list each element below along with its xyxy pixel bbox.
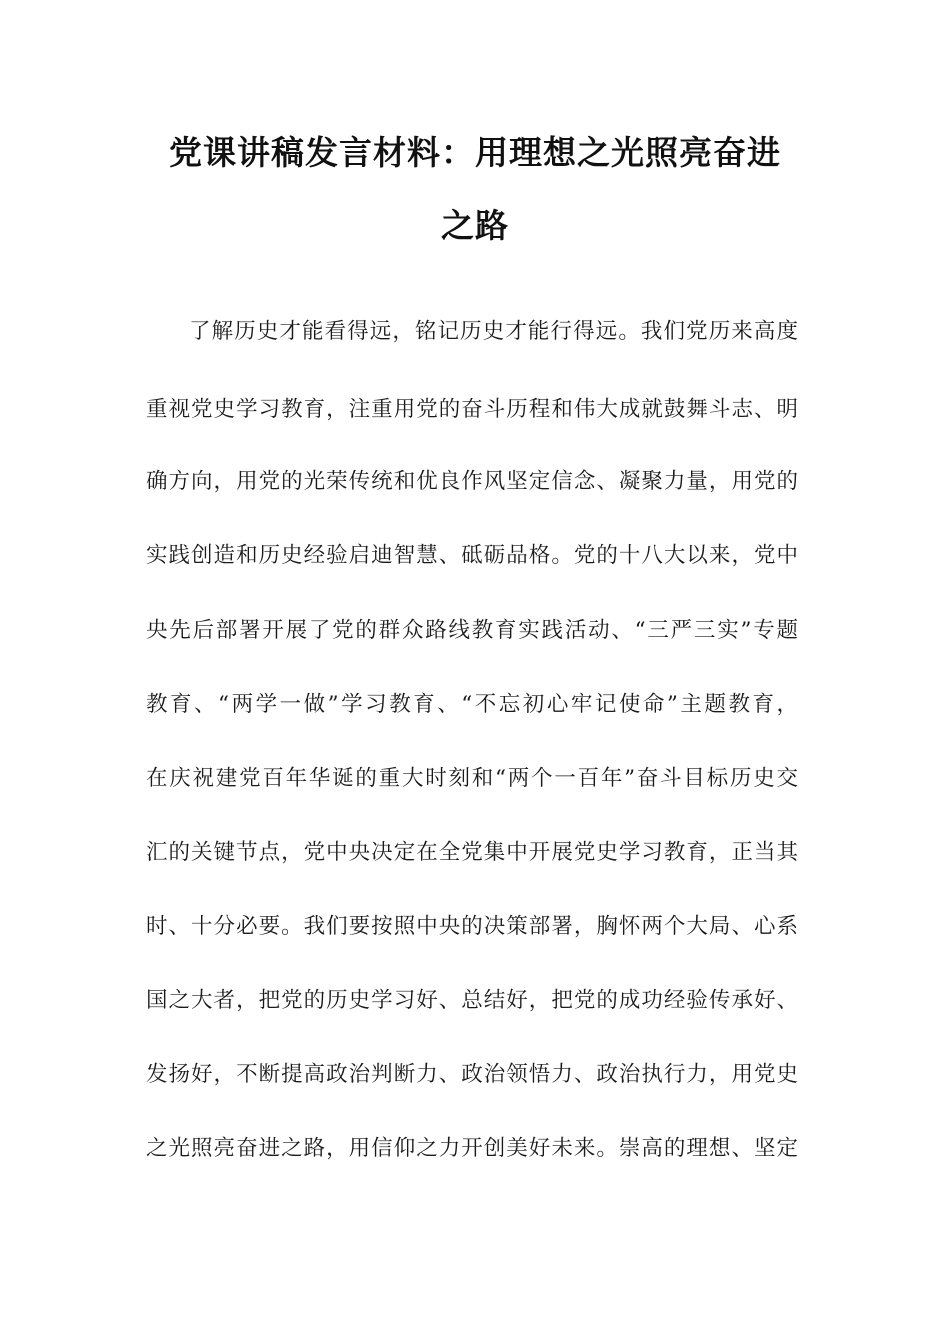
paragraph-line: 重视党史学习教育，注重用党的奋斗历程和伟大成就鼓舞斗志、明 xyxy=(146,397,798,422)
paragraph-line: 发扬好，不断提高政治判断力、政治领悟力、政治执行力，用党史 xyxy=(146,1062,798,1087)
paragraph-line: 了解历史才能看得远，铭记历史才能行得远。我们党历来高度 xyxy=(189,319,798,344)
paragraph-line: 时、十分必要。我们要按照中央的决策部署，胸怀两个大局、心系 xyxy=(146,914,798,939)
document-title-line-2: 之路 xyxy=(441,206,509,245)
document-title-line-1: 党课讲稿发言材料：用理想之光照亮奋进 xyxy=(169,133,781,172)
paragraph-line: 国之大者，把党的历史学习好、总结好，把党的成功经验传承好、 xyxy=(146,988,798,1013)
paragraph-line: 实践创造和历史经验启迪智慧、砥砺品格。党的十八大以来，党中 xyxy=(146,543,798,568)
paragraph-line: 在庆祝建党百年华诞的重大时刻和“两个一百年”奋斗目标历史交 xyxy=(146,766,798,791)
paragraph-line: 教育、“两学一做”学习教育、“不忘初心牢记使命”主题教育， xyxy=(146,692,798,717)
paragraph-line: 之光照亮奋进之路，用信仰之力开创美好未来。崇高的理想、坚定 xyxy=(146,1136,798,1161)
paragraph-line: 汇的关键节点，党中央决定在全党集中开展党史学习教育，正当其 xyxy=(146,840,798,865)
paragraph-line: 央先后部署开展了党的群众路线教育实践活动、“三严三实”专题 xyxy=(146,618,798,643)
paragraph-line: 确方向，用党的光荣传统和优良作风坚定信念、凝聚力量，用党的 xyxy=(146,469,798,494)
